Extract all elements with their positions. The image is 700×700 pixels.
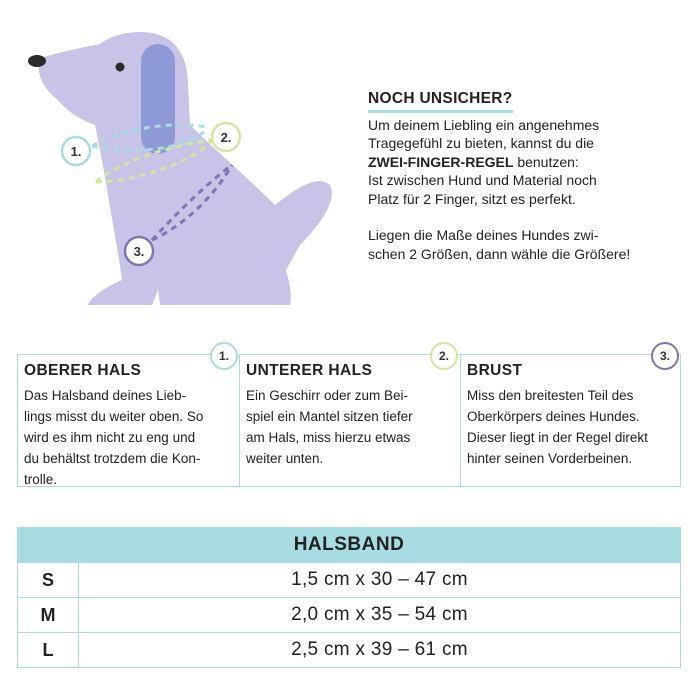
info-line: Platz für 2 Finger, sitzt es perfekt. bbox=[368, 190, 576, 207]
marker-2-label: 2. bbox=[220, 130, 232, 145]
size-label: L bbox=[18, 633, 79, 667]
card-line: am Hals, miss hierzu etwas bbox=[246, 430, 411, 445]
card-line: trolle. bbox=[24, 472, 58, 487]
card-upper-neck bbox=[17, 349, 240, 487]
two-finger-rule: ZWEI-FINGER-REGEL bbox=[368, 153, 514, 170]
size-label: M bbox=[18, 598, 79, 632]
size-table bbox=[17, 527, 681, 668]
table-row bbox=[17, 633, 681, 668]
card-3-badge: 3. bbox=[651, 342, 679, 370]
card-line: Miss den breitesten Teil des bbox=[467, 388, 634, 403]
info-title: NOCH UNSICHER? bbox=[368, 90, 513, 113]
dog-eye bbox=[116, 63, 125, 72]
dog-silhouette bbox=[39, 32, 332, 305]
dog-illustration bbox=[20, 30, 350, 320]
card-line: weiter unten. bbox=[246, 451, 324, 466]
card-line: Oberkörpers deines Hundes. bbox=[467, 409, 640, 424]
info-line: schen 2 Größen, dann wähle die Größere! bbox=[368, 245, 631, 262]
card-chest bbox=[460, 349, 681, 487]
size-table-title: HALSBAND bbox=[17, 527, 681, 563]
card-title: OBERER HALS bbox=[24, 362, 142, 379]
size-value: 2,5 cm x 39 – 61 cm bbox=[291, 639, 468, 660]
marker-1-badge bbox=[62, 137, 90, 165]
info-line: Um deinem Liebling ein angenehmes bbox=[368, 116, 600, 133]
table-row bbox=[17, 598, 681, 633]
card-line: wird es ihm nicht zu eng und bbox=[24, 430, 196, 445]
marker-2-badge bbox=[212, 123, 240, 151]
size-label: S bbox=[18, 563, 79, 597]
card-line: Das Halsband deines Lieb- bbox=[24, 388, 187, 403]
measurement-cards bbox=[17, 349, 681, 487]
marker-3-badge bbox=[125, 237, 153, 265]
info-block bbox=[368, 89, 688, 263]
card-text bbox=[24, 385, 203, 490]
card-1-badge: 1. bbox=[210, 342, 238, 370]
card-text bbox=[246, 385, 413, 469]
card-title: BRUST bbox=[467, 362, 523, 379]
table-row bbox=[17, 563, 681, 598]
info-line: Liegen die Maße deines Hundes zwi- bbox=[368, 227, 599, 243]
info-line bbox=[368, 153, 688, 172]
size-value: 1,5 cm x 30 – 47 cm bbox=[291, 569, 468, 590]
dog-ear bbox=[141, 44, 175, 154]
card-line: Ein Geschirr oder zum Bei- bbox=[246, 388, 409, 403]
dog-nose bbox=[28, 55, 46, 67]
card-line: spiel ein Mantel sitzen tiefer bbox=[246, 409, 413, 424]
marker-1-label: 1. bbox=[70, 144, 82, 159]
info-line-rest: benutzen: bbox=[513, 153, 579, 170]
card-lower-neck bbox=[239, 349, 461, 487]
info-line: Ist zwischen Hund und Material noch bbox=[368, 172, 597, 188]
card-line: lings misst du weiter oben. So bbox=[24, 409, 204, 424]
info-line: Tragegefühl zu bieten, kannst du die bbox=[368, 135, 594, 151]
card-line: hinter seinen Vorderbeinen. bbox=[467, 451, 633, 466]
card-line: du behältst trotzdem die Kon- bbox=[24, 451, 201, 466]
size-value: 2,0 cm x 35 – 54 cm bbox=[291, 604, 468, 625]
card-title: UNTERER HALS bbox=[246, 362, 373, 379]
marker-3-label: 3. bbox=[133, 244, 145, 259]
card-text bbox=[467, 385, 648, 469]
card-line: Dieser liegt in der Regel direkt bbox=[467, 430, 648, 445]
card-2-badge: 2. bbox=[430, 342, 458, 370]
